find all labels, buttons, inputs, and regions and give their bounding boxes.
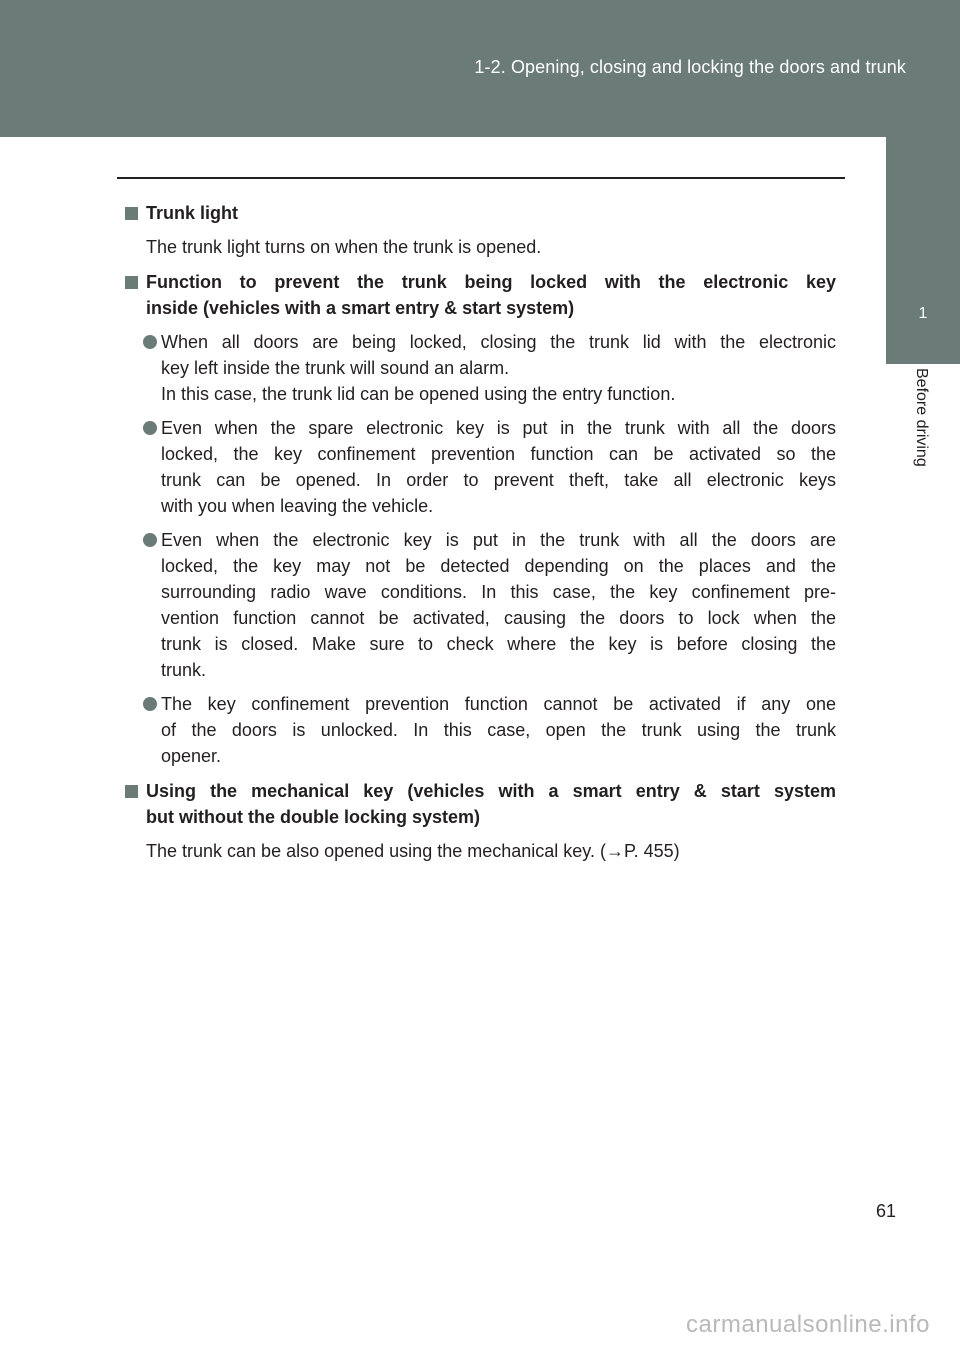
section-heading-line: inside (vehicles with a smart entry & start system) bbox=[146, 298, 575, 318]
square-bullet-icon bbox=[125, 785, 138, 798]
bullet-line: of the doors is unlocked. In this case, open the trunk using the trunk bbox=[161, 720, 836, 740]
bullet-line: trunk can be opened. In order to prevent theft, take all electronic keys bbox=[161, 470, 836, 490]
chapter-label-tab bbox=[886, 364, 960, 564]
bullet-line: locked, the key may not be detected depending on the places and the bbox=[161, 556, 836, 576]
bullet-line: key left inside the trunk will sound an alarm. bbox=[161, 358, 510, 378]
circle-bullet-icon bbox=[143, 421, 157, 435]
bullet-line: trunk. bbox=[161, 660, 207, 680]
bullet-line: Even when the spare electronic key is put in the trunk with all the doors bbox=[161, 418, 836, 438]
watermark: carmanualsonline.info bbox=[686, 1311, 930, 1338]
bullet-line: Even when the electronic key is put in the trunk with all the doors are bbox=[161, 530, 836, 550]
circle-bullet-icon bbox=[143, 697, 157, 711]
circle-bullet-icon bbox=[143, 335, 157, 349]
section-body: The trunk can be also opened using the mechanical key. (→P. 455) bbox=[146, 841, 680, 861]
section-heading-line: but without the double locking system) bbox=[146, 807, 481, 827]
section-heading-line: Using the mechanical key (vehicles with a smart entry & start system bbox=[146, 781, 836, 801]
circle-bullet-icon bbox=[143, 533, 157, 547]
bullet-line: opener. bbox=[161, 746, 222, 766]
section-rule bbox=[117, 177, 845, 179]
bullet-line: In this case, the trunk lid can be opened using the entry function. bbox=[161, 384, 676, 404]
section-heading-trunk-light bbox=[125, 200, 836, 226]
list-item bbox=[125, 329, 836, 407]
list-item bbox=[125, 691, 836, 769]
bullet-line: surrounding radio wave conditions. In this case, the key confinement pre- bbox=[161, 582, 836, 602]
bullet-line: locked, the key confinement prevention function can be activated so the bbox=[161, 444, 836, 464]
square-bullet-icon bbox=[125, 276, 138, 289]
header-band bbox=[0, 0, 960, 137]
bullet-line: The key confinement prevention function cannot be activated if any one bbox=[161, 694, 836, 714]
side-tab-strip bbox=[886, 137, 960, 264]
section-heading-line: Function to prevent the trunk being locked with the electronic key bbox=[146, 272, 836, 292]
page-number: 61 bbox=[875, 1201, 896, 1221]
section-heading-text: Trunk light bbox=[146, 203, 238, 223]
running-header-title: 1-2. Opening, closing and locking the doors and trunk bbox=[474, 57, 906, 77]
page-content bbox=[125, 200, 836, 864]
chapter-number: 1 bbox=[918, 305, 928, 322]
section-body: The trunk light turns on when the trunk is opened. bbox=[146, 237, 542, 257]
bullet-line: with you when leaving the vehicle. bbox=[161, 496, 434, 516]
list-item bbox=[125, 415, 836, 519]
section-heading-mechanical-key bbox=[125, 778, 836, 830]
section-heading-key-lockout bbox=[125, 269, 836, 321]
bullet-line: vention function cannot be activated, causing the doors to lock when the bbox=[161, 608, 836, 628]
square-bullet-icon bbox=[125, 207, 138, 220]
bullet-line: When all doors are being locked, closing the trunk lid with the electronic bbox=[161, 332, 836, 352]
bullet-line: trunk is closed. Make sure to check where the key is before closing the bbox=[161, 634, 836, 654]
chapter-label: Before driving bbox=[913, 368, 930, 467]
chapter-number-tab bbox=[886, 264, 960, 364]
list-item bbox=[125, 527, 836, 683]
